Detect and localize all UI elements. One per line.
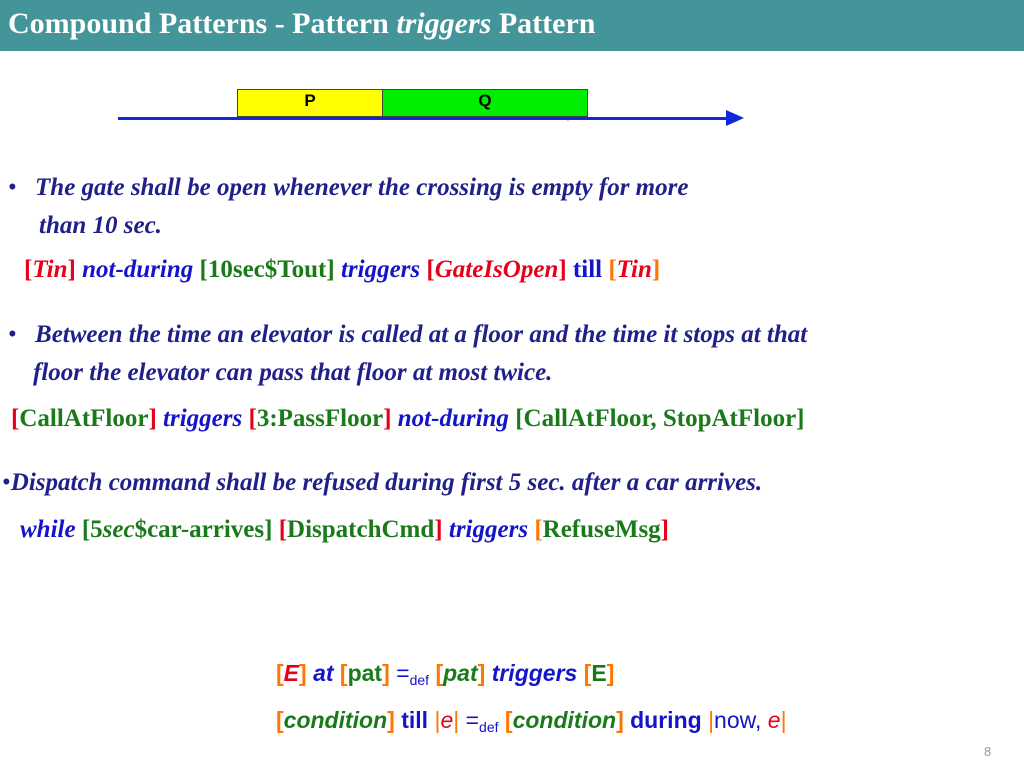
- bracket: [: [534, 516, 543, 543]
- expr-1-term-gate: GateIsOpen: [434, 256, 559, 283]
- q-interval-box: [382, 89, 588, 117]
- bar: |: [780, 707, 787, 733]
- bullet-icon: •: [2, 469, 11, 496]
- bracket: ]: [616, 707, 624, 733]
- operator-at: at: [313, 660, 334, 686]
- bracket: ]: [660, 516, 669, 543]
- bracket: [: [276, 707, 284, 733]
- operator-triggers: triggers: [163, 405, 243, 432]
- bracket: [: [24, 256, 33, 283]
- operator-during: during: [630, 707, 702, 733]
- bar: |: [453, 707, 460, 733]
- title-italic: triggers: [396, 7, 492, 40]
- operator-triggers: triggers: [340, 256, 421, 283]
- definition-1: [276, 659, 614, 694]
- operator-while: while: [20, 516, 76, 543]
- expr-1-term-tin-2: Tin: [616, 256, 652, 283]
- def-2-term-condition-2: condition: [512, 707, 617, 733]
- page-number: 8: [984, 744, 992, 759]
- bullet-icon: •: [8, 174, 17, 201]
- def-2-term-e: e: [440, 707, 454, 733]
- bracket: [: [276, 660, 284, 686]
- bracket: ]: [606, 660, 615, 686]
- bracket: [: [583, 660, 592, 686]
- bracket: ]: [299, 660, 307, 686]
- expression-1: [24, 255, 660, 285]
- operator-not-during: not-during: [397, 405, 509, 432]
- requirement-3-text-1: Dispatch command shall be refused during first 5 sec. after a car arrives.: [10, 469, 763, 496]
- def-1-term-pat: pat: [347, 660, 383, 686]
- bracket: ]: [558, 256, 567, 283]
- bracket: [: [248, 405, 257, 432]
- expr-3-part: $car-arrives]: [134, 516, 273, 543]
- requirement-1-line-2: than 10 sec.: [39, 212, 162, 239]
- expr-1-term-timeout: [10sec$Tout]: [199, 256, 335, 283]
- equals-sign: =: [465, 707, 480, 733]
- operator-till: till: [401, 707, 429, 733]
- def-2-term-e-2: e: [767, 707, 781, 733]
- bullet-icon: •: [8, 321, 17, 348]
- requirement-2-line-2: floor the elevator can pass that floor at most twice.: [33, 359, 553, 386]
- def-operator: [466, 707, 499, 733]
- expression-3: [20, 515, 669, 545]
- time-axis-line: [118, 117, 730, 120]
- operator-triggers: triggers: [448, 516, 529, 543]
- def-1-term-e-2: E: [591, 660, 607, 686]
- def-subscript: def: [479, 719, 499, 735]
- expr-3-term-car-arrives: [82, 516, 273, 543]
- title-bar: [0, 0, 1024, 51]
- expr-3-term-dispatch: DispatchCmd: [287, 516, 435, 543]
- requirement-1-line-1: [8, 173, 688, 203]
- expr-3-part-sec: sec: [102, 516, 135, 543]
- expr-2-term-call: CallAtFloor: [19, 405, 149, 432]
- timeline-diagram: [0, 80, 1024, 140]
- slide-title: [8, 6, 595, 42]
- bracket: ]: [651, 256, 661, 283]
- title-post: Pattern: [491, 7, 596, 40]
- equals-sign: =: [396, 660, 410, 686]
- title-pre: Compound Patterns - Pattern: [8, 7, 397, 40]
- expr-3-term-refuse: RefuseMsg: [542, 516, 661, 543]
- bar: |: [708, 707, 715, 733]
- bracket: ]: [148, 405, 157, 432]
- bracket: ]: [382, 660, 390, 686]
- operator-triggers: triggers: [491, 660, 578, 686]
- def-2-term-condition: condition: [283, 707, 388, 733]
- bracket: [: [278, 516, 288, 543]
- requirement-2-line-1: [8, 320, 807, 350]
- def-2-term-now: now,: [714, 707, 768, 733]
- bracket: [: [11, 405, 20, 432]
- expr-2-term-interval: [CallAtFloor, StopAtFloor]: [515, 405, 805, 432]
- bracket: [: [426, 256, 435, 283]
- bar: |: [434, 707, 441, 733]
- bracket: ]: [477, 660, 486, 686]
- def-operator: [396, 660, 429, 686]
- expr-1-term-tin: Tin: [32, 256, 68, 283]
- bracket: [: [339, 660, 348, 686]
- bracket: [: [435, 660, 444, 686]
- bracket: ]: [434, 516, 443, 543]
- def-1-term-e: E: [283, 660, 300, 686]
- operator-not-during: not-during: [82, 256, 194, 283]
- requirement-2-text-1: Between the time an elevator is called at a floor and the time it stops at that: [35, 321, 808, 348]
- expression-2: [11, 404, 805, 434]
- def-1-term-pat-2: pat: [443, 660, 478, 686]
- tick-mark: `: [566, 119, 570, 130]
- requirement-1-text-1: The gate shall be open whenever the crossing is empty for more: [35, 174, 689, 201]
- bracket: ]: [383, 405, 392, 432]
- expr-2-term-pass: 3:PassFloor: [256, 405, 384, 432]
- time-axis-arrowhead-icon: [726, 110, 744, 126]
- q-label: Q: [478, 91, 492, 110]
- def-subscript: def: [409, 672, 430, 688]
- requirement-3-line-1: [2, 468, 762, 498]
- p-label: P: [304, 91, 316, 110]
- bracket: [: [504, 707, 513, 733]
- bracket: ]: [387, 707, 395, 733]
- bracket: ]: [67, 256, 76, 283]
- bracket: [: [608, 256, 617, 283]
- operator-till: till: [572, 256, 603, 283]
- expr-3-part: [5: [81, 516, 103, 543]
- definition-2: [276, 706, 787, 741]
- p-interval-box: [237, 89, 383, 117]
